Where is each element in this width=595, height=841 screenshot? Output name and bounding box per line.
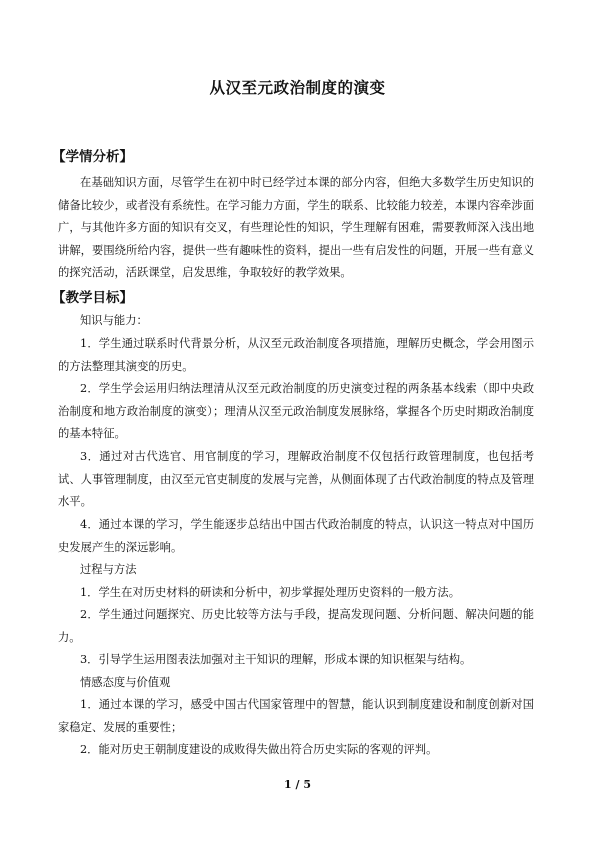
subheading-emotion-values: 情感态度与价值观 xyxy=(80,676,171,689)
goal-item: 2．能对历史王朝制度建设的成败得失做出符合历史实际的客观的评判。 xyxy=(80,743,438,756)
goal-item: 1．学生在对历史材料的研读和分析中，初步掌握处理历史资料的一般方法。 xyxy=(80,586,460,599)
document-title: 从汉至元政治制度的演变 xyxy=(209,78,386,97)
goal-item: 4．通过本课的学习，学生能逐步总结出中国古代政治制度的特点，认识这一特点对中国历史发展产生的深远影响。 xyxy=(58,518,534,554)
subheading-knowledge-ability: 知识与能力： xyxy=(80,314,148,327)
goal-item: 3．引导学生运用图表法加强对主干知识的理解，形成本课的知识框架与结构。 xyxy=(80,653,472,666)
learning-analysis-paragraph: 在基础知识方面，尽管学生在初中时已经学过本课的部分内容，但绝大多数学生历史知识的储备比较少，或者没有系统性。在学习能力方面，学生的联系、比较能力较差，本课内容牵涉面广，与其他许多方面的知识有交叉，有些理论性的知识，学生理解有困难，需要教师深入浅出地讲解，要围绕所给内容，提供一些有趣味性的资料，提出一些有启发性的问题，开展一些有意义的探究活动，活跃课堂，启发思维，争取较好的教学效果。 xyxy=(58,176,534,279)
goal-item: 1．通过本课的学习，感受中国古代国家管理中的智慧，能认识到制度建设和制度创新对国家稳定、发展的重要性； xyxy=(58,698,534,734)
page-number: 1 / 5 xyxy=(284,778,311,791)
goal-item: 2．学生通过问题探究、历史比较等方法与手段，提高发现问题、分析问题、解决问题的能力。 xyxy=(58,608,534,644)
subheading-process-method: 过程与方法 xyxy=(80,563,137,576)
section-heading-teaching-goals: 【教学目标】 xyxy=(52,290,133,306)
goal-item: 3．通过对古代选官、用官制度的学习，理解政治制度不仅包括行政管理制度，也包括考试、人事管理制度，由汉至元官吏制度的发展与完善，从侧面体现了古代政治制度的特点及管理水平。 xyxy=(58,450,534,508)
goal-item: 1．学生通过联系时代背景分析，从汉至元政治制度各项措施，理解历史概念，学会用图示的方法整理其演变的历史。 xyxy=(58,337,534,373)
section-heading-learning-analysis: 【学情分析】 xyxy=(52,149,133,165)
goal-item: 2．学生学会运用归纳法理清从汉至元政治制度的历史演变过程的两条基本线索（即中央政治制度和地方政治制度的演变）；理清从汉至元政治制度发展脉络，掌握各个历史时期政治制度的基本特征。 xyxy=(58,382,534,440)
